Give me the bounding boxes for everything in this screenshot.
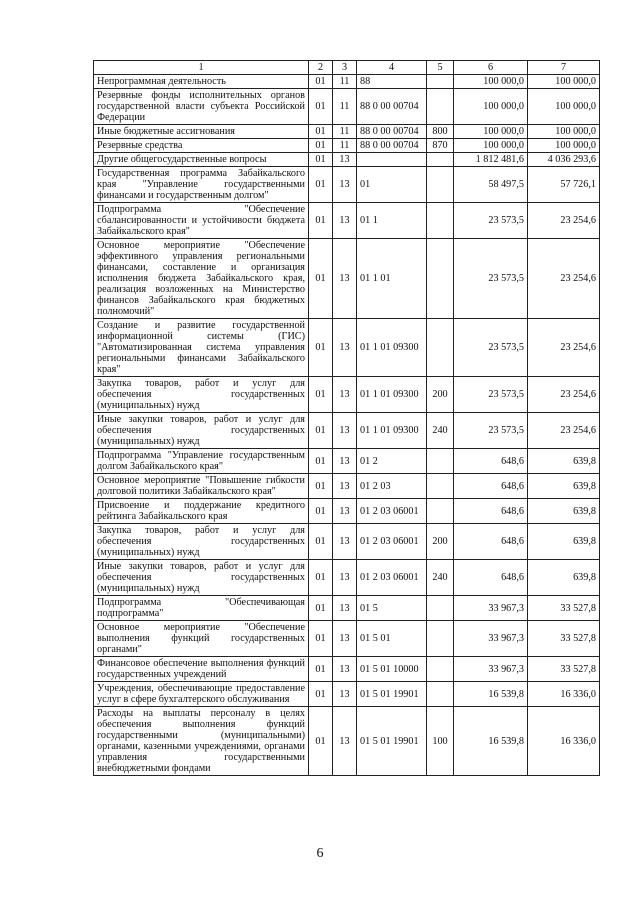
row-amount-col6: 58 497,5 — [454, 167, 528, 203]
row-amount-col6: 33 967,3 — [454, 596, 528, 621]
row-amount-col7: 57 726,1 — [528, 167, 600, 203]
table-row — [94, 621, 600, 657]
table-row — [94, 239, 600, 319]
row-amount-col6: 100 000,0 — [454, 75, 528, 89]
header-col-1: 1 — [94, 61, 309, 75]
row-expense-type — [427, 449, 454, 474]
table-row — [94, 707, 600, 776]
row-subsection: 13 — [333, 596, 357, 621]
row-section: 01 — [309, 560, 333, 596]
row-amount-col7: 23 254,6 — [528, 413, 600, 449]
row-expense-type: 800 — [427, 125, 454, 139]
row-target-code: 88 0 00 00704 — [357, 139, 427, 153]
table-row — [94, 449, 600, 474]
header-col-7: 7 — [528, 61, 600, 75]
row-expense-type — [427, 239, 454, 319]
row-amount-col7: 639,8 — [528, 474, 600, 499]
row-subsection: 13 — [333, 621, 357, 657]
page-number: 6 — [316, 846, 324, 861]
row-subsection: 13 — [333, 413, 357, 449]
row-target-code — [357, 153, 427, 167]
row-amount-col7: 100 000,0 — [528, 89, 600, 125]
row-section: 01 — [309, 707, 333, 776]
row-amount-col6: 100 000,0 — [454, 89, 528, 125]
row-section: 01 — [309, 89, 333, 125]
budget-table — [93, 60, 600, 776]
header-col-2: 2 — [309, 61, 333, 75]
row-target-code: 01 2 — [357, 449, 427, 474]
row-name: Резервные средства — [94, 139, 309, 153]
row-name: Подпрограмма "Управление государственным долгом Забайкальского края" — [94, 449, 309, 474]
row-target-code: 01 5 — [357, 596, 427, 621]
row-amount-col6: 648,6 — [454, 449, 528, 474]
row-expense-type — [427, 203, 454, 239]
row-expense-type: 870 — [427, 139, 454, 153]
row-expense-type: 100 — [427, 707, 454, 776]
row-section: 01 — [309, 449, 333, 474]
row-subsection: 13 — [333, 560, 357, 596]
row-amount-col6: 23 573,5 — [454, 203, 528, 239]
row-name: Основное мероприятие "Повышение гибкости долговой политики Забайкальского края" — [94, 474, 309, 499]
row-subsection: 13 — [333, 153, 357, 167]
row-amount-col6: 648,6 — [454, 524, 528, 560]
row-amount-col6: 33 967,3 — [454, 657, 528, 682]
row-subsection: 11 — [333, 125, 357, 139]
row-section: 01 — [309, 125, 333, 139]
header-col-5: 5 — [427, 61, 454, 75]
row-target-code: 01 2 03 06001 — [357, 560, 427, 596]
row-amount-col6: 33 967,3 — [454, 621, 528, 657]
row-amount-col7: 4 036 293,6 — [528, 153, 600, 167]
row-subsection: 13 — [333, 682, 357, 707]
row-name: Основное мероприятие "Обеспечение выполнения функций государственных органами" — [94, 621, 309, 657]
row-section: 01 — [309, 682, 333, 707]
row-amount-col7: 33 527,8 — [528, 657, 600, 682]
row-amount-col7: 16 336,0 — [528, 682, 600, 707]
row-amount-col7: 33 527,8 — [528, 596, 600, 621]
row-amount-col7: 23 254,6 — [528, 203, 600, 239]
row-expense-type — [427, 499, 454, 524]
row-expense-type — [427, 682, 454, 707]
row-expense-type — [427, 621, 454, 657]
table-row — [94, 319, 600, 377]
row-name: Иные закупки товаров, работ и услуг для обеспечения государственных (муниципальных) нужд — [94, 560, 309, 596]
row-target-code: 01 1 01 — [357, 239, 427, 319]
row-amount-col7: 23 254,6 — [528, 319, 600, 377]
table-row — [94, 524, 600, 560]
row-section: 01 — [309, 167, 333, 203]
row-target-code: 01 2 03 06001 — [357, 524, 427, 560]
row-expense-type — [427, 657, 454, 682]
row-amount-col7: 100 000,0 — [528, 125, 600, 139]
row-expense-type — [427, 319, 454, 377]
table-row — [94, 657, 600, 682]
row-amount-col6: 16 539,8 — [454, 707, 528, 776]
row-section: 01 — [309, 377, 333, 413]
header-col-4: 4 — [357, 61, 427, 75]
row-subsection: 11 — [333, 89, 357, 125]
row-amount-col6: 100 000,0 — [454, 139, 528, 153]
row-section: 01 — [309, 75, 333, 89]
row-section: 01 — [309, 153, 333, 167]
row-amount-col6: 23 573,5 — [454, 377, 528, 413]
row-amount-col7: 639,8 — [528, 560, 600, 596]
row-subsection: 13 — [333, 167, 357, 203]
row-name: Государственная программа Забайкальского края "Управление государственными финансами и государственным долгом" — [94, 167, 309, 203]
table-header — [94, 61, 600, 75]
table-row — [94, 499, 600, 524]
row-section: 01 — [309, 239, 333, 319]
header-row — [94, 61, 600, 75]
table-row — [94, 125, 600, 139]
row-section: 01 — [309, 596, 333, 621]
row-target-code: 01 5 01 19901 — [357, 707, 427, 776]
row-target-code: 01 2 03 06001 — [357, 499, 427, 524]
row-expense-type: 200 — [427, 377, 454, 413]
header-col-3: 3 — [333, 61, 357, 75]
row-subsection: 13 — [333, 707, 357, 776]
row-target-code: 01 1 01 09300 — [357, 377, 427, 413]
row-name: Учреждения, обеспечивающие предоставление услуг в сфере бухгалтерского обслуживания — [94, 682, 309, 707]
row-target-code: 01 5 01 10000 — [357, 657, 427, 682]
row-amount-col6: 23 573,5 — [454, 239, 528, 319]
row-amount-col7: 23 254,6 — [528, 239, 600, 319]
row-amount-col7: 33 527,8 — [528, 621, 600, 657]
row-target-code: 01 2 03 — [357, 474, 427, 499]
table-body — [94, 75, 600, 776]
row-name: Иные бюджетные ассигнования — [94, 125, 309, 139]
table-row — [94, 139, 600, 153]
row-section: 01 — [309, 203, 333, 239]
row-expense-type: 200 — [427, 524, 454, 560]
table-row — [94, 167, 600, 203]
table-row — [94, 560, 600, 596]
row-target-code: 01 1 01 09300 — [357, 413, 427, 449]
table-row — [94, 377, 600, 413]
row-subsection: 13 — [333, 319, 357, 377]
row-expense-type — [427, 474, 454, 499]
row-target-code: 01 5 01 — [357, 621, 427, 657]
row-amount-col7: 639,8 — [528, 449, 600, 474]
row-amount-col6: 100 000,0 — [454, 125, 528, 139]
row-amount-col6: 648,6 — [454, 499, 528, 524]
row-amount-col6: 648,6 — [454, 474, 528, 499]
row-subsection: 11 — [333, 139, 357, 153]
row-amount-col7: 639,8 — [528, 524, 600, 560]
row-name: Непрограммная деятельность — [94, 75, 309, 89]
row-section: 01 — [309, 499, 333, 524]
row-target-code: 01 1 — [357, 203, 427, 239]
table-row — [94, 413, 600, 449]
row-subsection: 13 — [333, 449, 357, 474]
row-expense-type — [427, 75, 454, 89]
table-row — [94, 89, 600, 125]
row-name: Закупка товаров, работ и услуг для обеспечения государственных (муниципальных) нужд — [94, 524, 309, 560]
row-name: Подпрограмма "Обеспечивающая подпрограмма" — [94, 596, 309, 621]
row-section: 01 — [309, 474, 333, 499]
row-name: Финансовое обеспечение выполнения функций государственных учреждений — [94, 657, 309, 682]
row-expense-type: 240 — [427, 413, 454, 449]
header-col-6: 6 — [454, 61, 528, 75]
row-section: 01 — [309, 657, 333, 682]
row-expense-type: 240 — [427, 560, 454, 596]
row-subsection: 13 — [333, 499, 357, 524]
row-target-code: 88 — [357, 75, 427, 89]
row-section: 01 — [309, 621, 333, 657]
row-amount-col6: 648,6 — [454, 560, 528, 596]
row-name: Иные закупки товаров, работ и услуг для обеспечения государственных (муниципальных) нужд — [94, 413, 309, 449]
row-section: 01 — [309, 319, 333, 377]
row-subsection: 11 — [333, 75, 357, 89]
row-section: 01 — [309, 139, 333, 153]
row-name: Подпрограмма "Обеспечение сбалансированности и устойчивости бюджета Забайкальского края" — [94, 203, 309, 239]
row-expense-type — [427, 89, 454, 125]
row-amount-col6: 23 573,5 — [454, 319, 528, 377]
row-subsection: 13 — [333, 524, 357, 560]
row-amount-col7: 100 000,0 — [528, 75, 600, 89]
row-subsection: 13 — [333, 239, 357, 319]
row-name: Закупка товаров, работ и услуг для обеспечения государственных (муниципальных) нужд — [94, 377, 309, 413]
row-amount-col6: 23 573,5 — [454, 413, 528, 449]
row-subsection: 13 — [333, 203, 357, 239]
row-expense-type — [427, 167, 454, 203]
row-amount-col7: 100 000,0 — [528, 139, 600, 153]
row-amount-col7: 23 254,6 — [528, 377, 600, 413]
row-name: Присвоение и поддержание кредитного рейтинга Забайкальского края — [94, 499, 309, 524]
row-amount-col6: 1 812 481,6 — [454, 153, 528, 167]
row-target-code: 88 0 00 00704 — [357, 125, 427, 139]
row-name: Создание и развитие государственной информационной системы (ГИС) "Автоматизированная система управления региональными финансами Забайкальского края" — [94, 319, 309, 377]
row-expense-type — [427, 596, 454, 621]
row-target-code: 01 — [357, 167, 427, 203]
row-name: Основное мероприятие "Обеспечение эффективного управления региональными финансами, составление и организация исполнения бюджета Забайкальского края, реализация возложенных на Министерство финансов Забайкальского края бюджетных полномочий" — [94, 239, 309, 319]
table-row — [94, 75, 600, 89]
row-name: Другие общегосударственные вопросы — [94, 153, 309, 167]
row-name: Резервные фонды исполнительных органов государственной власти субъекта Российской Федерации — [94, 89, 309, 125]
table-row — [94, 474, 600, 499]
row-subsection: 13 — [333, 377, 357, 413]
row-subsection: 13 — [333, 657, 357, 682]
row-target-code: 01 5 01 19901 — [357, 682, 427, 707]
row-target-code: 88 0 00 00704 — [357, 89, 427, 125]
row-name: Расходы на выплаты персоналу в целях обеспечения выполнения функций государственными (муниципальными) органами, казенными учреждениями, органами управления государственными внебюджетными фондами — [94, 707, 309, 776]
table-row — [94, 203, 600, 239]
row-target-code: 01 1 01 09300 — [357, 319, 427, 377]
row-section: 01 — [309, 524, 333, 560]
row-expense-type — [427, 153, 454, 167]
row-section: 01 — [309, 413, 333, 449]
table-row — [94, 682, 600, 707]
row-amount-col6: 16 539,8 — [454, 682, 528, 707]
row-amount-col7: 16 336,0 — [528, 707, 600, 776]
table-row — [94, 596, 600, 621]
table-row — [94, 153, 600, 167]
row-amount-col7: 639,8 — [528, 499, 600, 524]
row-subsection: 13 — [333, 474, 357, 499]
